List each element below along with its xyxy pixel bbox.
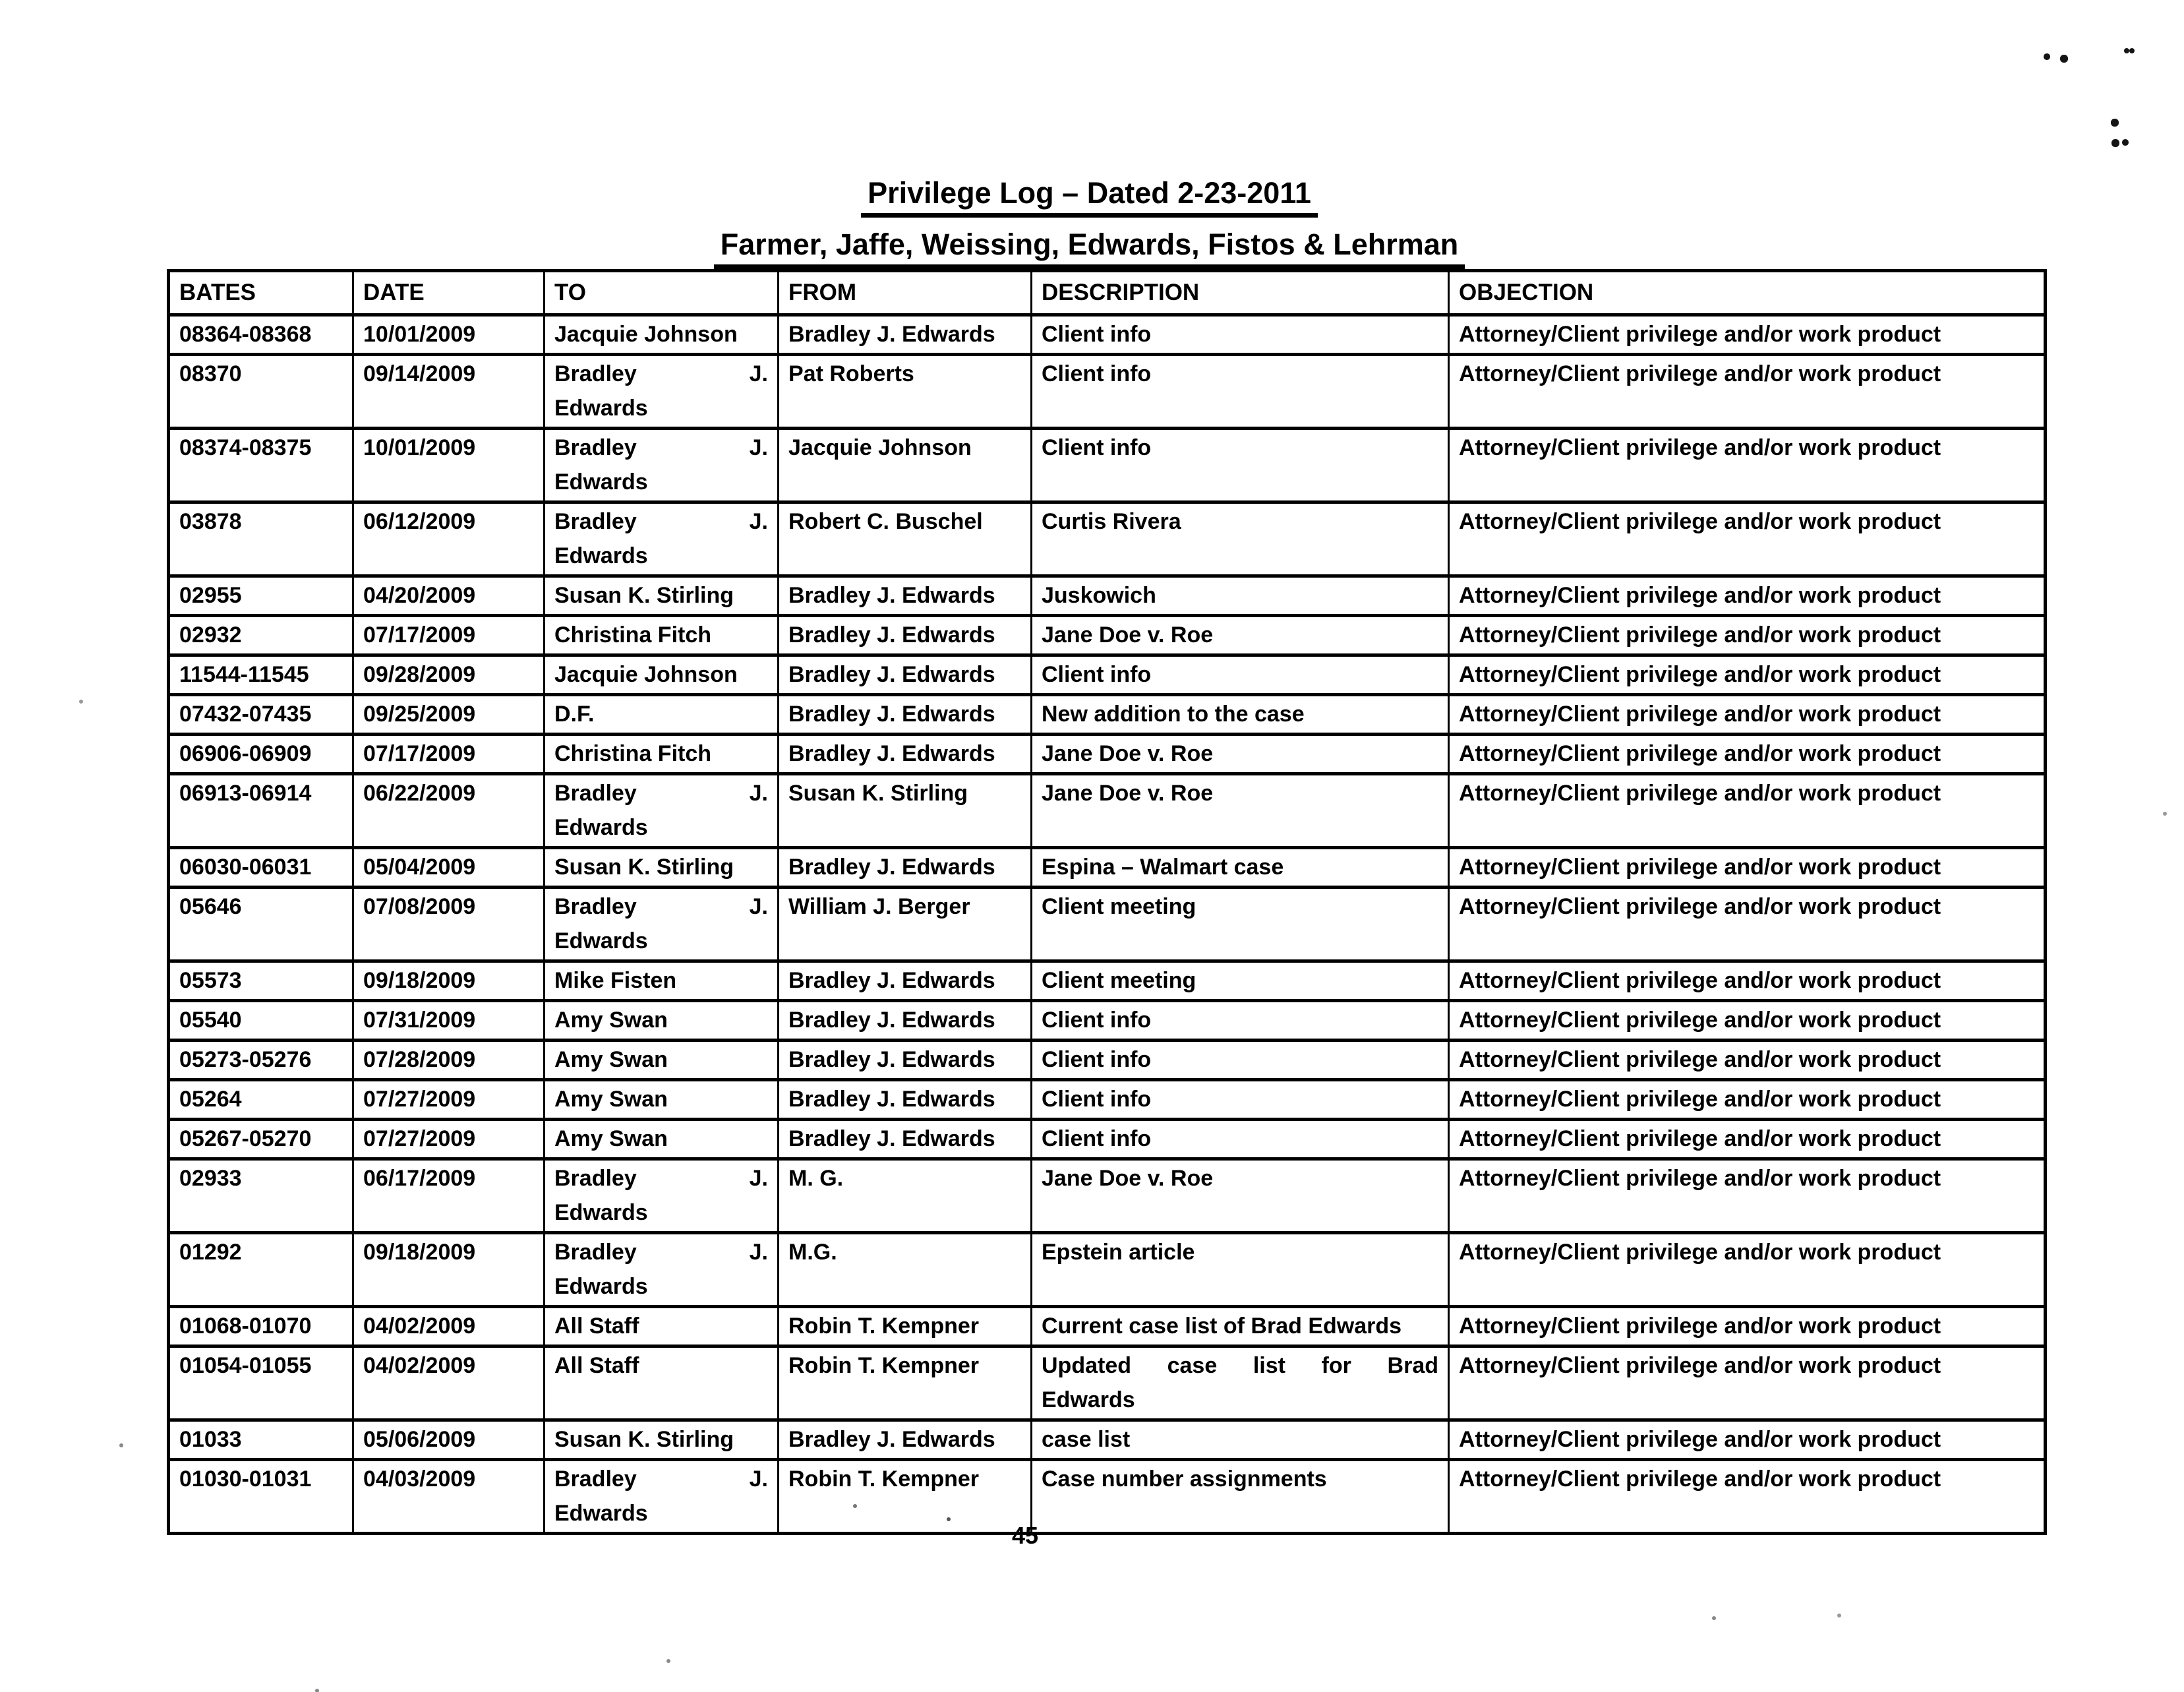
objection-cell: Attorney/Client privilege and/or work product (1449, 1120, 2046, 1159)
to-cell: Bradley J. Edwards (545, 355, 779, 429)
to-cell: Susan K. Stirling (545, 1420, 779, 1460)
description-cell: Jane Doe v. Roe (1032, 616, 1449, 655)
to-cell: Amy Swan (545, 1041, 779, 1080)
table-row (169, 355, 2046, 429)
to-cell: Christina Fitch (545, 616, 779, 655)
to-cell: Amy Swan (545, 1120, 779, 1159)
objection-cell: Attorney/Client privilege and/or work product (1449, 1346, 2046, 1420)
table-row (169, 848, 2046, 888)
page-title: Privilege Log – Dated 2-23-2011 (861, 177, 1318, 218)
to-cell: Christina Fitch (545, 735, 779, 774)
date-cell: 10/01/2009 (353, 429, 545, 502)
table-row (169, 655, 2046, 695)
objection-cell: Attorney/Client privilege and/or work product (1449, 1080, 2046, 1120)
bates-cell: 06030-06031 (169, 848, 353, 888)
from-cell: Robin T. Kempner (779, 1307, 1032, 1346)
table-row (169, 1346, 2046, 1420)
table-row (169, 1120, 2046, 1159)
objection-cell: Attorney/Client privilege and/or work product (1449, 576, 2046, 616)
table-row (169, 888, 2046, 961)
description-cell: Current case list of Brad Edwards (1032, 1307, 1449, 1346)
bates-cell: 02955 (169, 576, 353, 616)
description-cell: Juskowich (1032, 576, 1449, 616)
privilege-log-table (167, 269, 2047, 1535)
bates-cell: 06906-06909 (169, 735, 353, 774)
bates-cell: 08370 (169, 355, 353, 429)
description-cell: Epstein article (1032, 1233, 1449, 1307)
description-cell: Client info (1032, 315, 1449, 355)
to-cell: Bradley J. Edwards (545, 774, 779, 848)
bates-cell: 06913-06914 (169, 774, 353, 848)
from-cell: Bradley J. Edwards (779, 1420, 1032, 1460)
date-cell: 07/27/2009 (353, 1120, 545, 1159)
from-cell: Robin T. Kempner (779, 1460, 1032, 1534)
from-cell: Bradley J. Edwards (779, 1041, 1032, 1080)
bates-cell: 05573 (169, 961, 353, 1001)
objection-cell: Attorney/Client privilege and/or work product (1449, 1420, 2046, 1460)
from-cell: Pat Roberts (779, 355, 1032, 429)
description-cell: Client info (1032, 1080, 1449, 1120)
from-cell: Bradley J. Edwards (779, 1120, 1032, 1159)
bates-cell: 01068-01070 (169, 1307, 353, 1346)
column-header-from: FROM (779, 271, 1032, 315)
objection-cell: Attorney/Client privilege and/or work product (1449, 695, 2046, 735)
bates-cell: 05540 (169, 1001, 353, 1041)
bates-cell: 11544-11545 (169, 655, 353, 695)
date-cell: 06/22/2009 (353, 774, 545, 848)
date-cell: 07/17/2009 (353, 735, 545, 774)
bates-cell: 05267-05270 (169, 1120, 353, 1159)
table-row (169, 576, 2046, 616)
objection-cell: Attorney/Client privilege and/or work product (1449, 888, 2046, 961)
date-cell: 07/27/2009 (353, 1080, 545, 1120)
date-cell: 05/04/2009 (353, 848, 545, 888)
table-row (169, 1307, 2046, 1346)
bates-cell: 08364-08368 (169, 315, 353, 355)
objection-cell: Attorney/Client privilege and/or work product (1449, 655, 2046, 695)
description-cell: Case number assignments (1032, 1460, 1449, 1534)
document-header (152, 177, 2027, 269)
from-cell: M.G. (779, 1233, 1032, 1307)
objection-cell: Attorney/Client privilege and/or work product (1449, 1159, 2046, 1233)
table-row (169, 774, 2046, 848)
date-cell: 09/25/2009 (353, 695, 545, 735)
table-header-row (169, 271, 2046, 315)
date-cell: 09/18/2009 (353, 1233, 545, 1307)
table-row (169, 502, 2046, 576)
bates-cell: 05273-05276 (169, 1041, 353, 1080)
from-cell: Robin T. Kempner (779, 1346, 1032, 1420)
date-cell: 06/12/2009 (353, 502, 545, 576)
from-cell: Bradley J. Edwards (779, 735, 1032, 774)
table-row (169, 1159, 2046, 1233)
bates-cell: 05646 (169, 888, 353, 961)
table-row (169, 1460, 2046, 1534)
column-header-date: DATE (353, 271, 545, 315)
date-cell: 04/20/2009 (353, 576, 545, 616)
bates-cell: 07432-07435 (169, 695, 353, 735)
objection-cell: Attorney/Client privilege and/or work product (1449, 774, 2046, 848)
to-cell: Bradley J. Edwards (545, 888, 779, 961)
from-cell: Bradley J. Edwards (779, 961, 1032, 1001)
page-subtitle: Farmer, Jaffe, Weissing, Edwards, Fistos & Lehrman (714, 228, 1465, 269)
description-cell: Client info (1032, 1001, 1449, 1041)
date-cell: 09/28/2009 (353, 655, 545, 695)
from-cell: William J. Berger (779, 888, 1032, 961)
from-cell: Bradley J. Edwards (779, 655, 1032, 695)
to-cell: Bradley J. Edwards (545, 1159, 779, 1233)
to-cell: Amy Swan (545, 1001, 779, 1041)
from-cell: Bradley J. Edwards (779, 576, 1032, 616)
bates-cell: 08374-08375 (169, 429, 353, 502)
date-cell: 04/02/2009 (353, 1346, 545, 1420)
table-row (169, 1001, 2046, 1041)
table-row (169, 961, 2046, 1001)
to-cell: Jacquie Johnson (545, 655, 779, 695)
bates-cell: 02933 (169, 1159, 353, 1233)
from-cell: Bradley J. Edwards (779, 1001, 1032, 1041)
objection-cell: Attorney/Client privilege and/or work product (1449, 1307, 2046, 1346)
column-header-description: DESCRIPTION (1032, 271, 1449, 315)
objection-cell: Attorney/Client privilege and/or work product (1449, 1460, 2046, 1534)
bates-cell: 01030-01031 (169, 1460, 353, 1534)
table-body (169, 315, 2046, 1534)
to-cell: All Staff (545, 1307, 779, 1346)
description-cell: Client info (1032, 655, 1449, 695)
date-cell: 09/18/2009 (353, 961, 545, 1001)
from-cell: Bradley J. Edwards (779, 848, 1032, 888)
table-row (169, 695, 2046, 735)
objection-cell: Attorney/Client privilege and/or work product (1449, 735, 2046, 774)
description-cell: Client info (1032, 429, 1449, 502)
from-cell: Bradley J. Edwards (779, 1080, 1032, 1120)
bates-cell: 01292 (169, 1233, 353, 1307)
table-row (169, 429, 2046, 502)
from-cell: M. G. (779, 1159, 1032, 1233)
objection-cell: Attorney/Client privilege and/or work product (1449, 1041, 2046, 1080)
date-cell: 07/31/2009 (353, 1001, 545, 1041)
column-header-objection: OBJECTION (1449, 271, 2046, 315)
from-cell: Susan K. Stirling (779, 774, 1032, 848)
description-cell: Updated case list for Brad Edwards (1032, 1346, 1449, 1420)
description-cell: Client meeting (1032, 888, 1449, 961)
to-cell: Jacquie Johnson (545, 315, 779, 355)
column-header-bates: BATES (169, 271, 353, 315)
table-row (169, 1041, 2046, 1080)
table-row (169, 735, 2046, 774)
from-cell: Robert C. Buschel (779, 502, 1032, 576)
description-cell: case list (1032, 1420, 1449, 1460)
objection-cell: Attorney/Client privilege and/or work product (1449, 1233, 2046, 1307)
objection-cell: Attorney/Client privilege and/or work product (1449, 355, 2046, 429)
table-row (169, 616, 2046, 655)
bates-cell: 01054-01055 (169, 1346, 353, 1420)
objection-cell: Attorney/Client privilege and/or work product (1449, 961, 2046, 1001)
to-cell: Mike Fisten (545, 961, 779, 1001)
bates-cell: 01033 (169, 1420, 353, 1460)
to-cell: Bradley J. Edwards (545, 429, 779, 502)
to-cell: Susan K. Stirling (545, 848, 779, 888)
from-cell: Bradley J. Edwards (779, 695, 1032, 735)
date-cell: 04/03/2009 (353, 1460, 545, 1534)
objection-cell: Attorney/Client privilege and/or work product (1449, 616, 2046, 655)
to-cell: D.F. (545, 695, 779, 735)
to-cell: Bradley J. Edwards (545, 1460, 779, 1534)
objection-cell: Attorney/Client privilege and/or work product (1449, 315, 2046, 355)
objection-cell: Attorney/Client privilege and/or work product (1449, 429, 2046, 502)
to-cell: Susan K. Stirling (545, 576, 779, 616)
to-cell: All Staff (545, 1346, 779, 1420)
to-cell: Amy Swan (545, 1080, 779, 1120)
objection-cell: Attorney/Client privilege and/or work product (1449, 502, 2046, 576)
bates-cell: 05264 (169, 1080, 353, 1120)
table-row (169, 1420, 2046, 1460)
from-cell: Bradley J. Edwards (779, 616, 1032, 655)
column-header-to: TO (545, 271, 779, 315)
description-cell: Espina – Walmart case (1032, 848, 1449, 888)
date-cell: 10/01/2009 (353, 315, 545, 355)
bates-cell: 02932 (169, 616, 353, 655)
date-cell: 07/08/2009 (353, 888, 545, 961)
bates-cell: 03878 (169, 502, 353, 576)
date-cell: 06/17/2009 (353, 1159, 545, 1233)
table-row (169, 1080, 2046, 1120)
page-number: 45 (1011, 1522, 1039, 1549)
date-cell: 09/14/2009 (353, 355, 545, 429)
description-cell: Client info (1032, 1041, 1449, 1080)
scan-noise-specks (0, 0, 3, 3)
description-cell: Curtis Rivera (1032, 502, 1449, 576)
objection-cell: Attorney/Client privilege and/or work product (1449, 848, 2046, 888)
description-cell: Jane Doe v. Roe (1032, 774, 1449, 848)
table-header-row (169, 271, 2046, 315)
description-cell: Client info (1032, 355, 1449, 429)
to-cell: Bradley J. Edwards (545, 502, 779, 576)
table-row (169, 1233, 2046, 1307)
to-cell: Bradley J. Edwards (545, 1233, 779, 1307)
description-cell: Client meeting (1032, 961, 1449, 1001)
description-cell: Client info (1032, 1120, 1449, 1159)
description-cell: New addition to the case (1032, 695, 1449, 735)
from-cell: Jacquie Johnson (779, 429, 1032, 502)
date-cell: 05/06/2009 (353, 1420, 545, 1460)
date-cell: 07/17/2009 (353, 616, 545, 655)
from-cell: Bradley J. Edwards (779, 315, 1032, 355)
objection-cell: Attorney/Client privilege and/or work product (1449, 1001, 2046, 1041)
description-cell: Jane Doe v. Roe (1032, 735, 1449, 774)
date-cell: 07/28/2009 (353, 1041, 545, 1080)
date-cell: 04/02/2009 (353, 1307, 545, 1346)
description-cell: Jane Doe v. Roe (1032, 1159, 1449, 1233)
table-row (169, 315, 2046, 355)
